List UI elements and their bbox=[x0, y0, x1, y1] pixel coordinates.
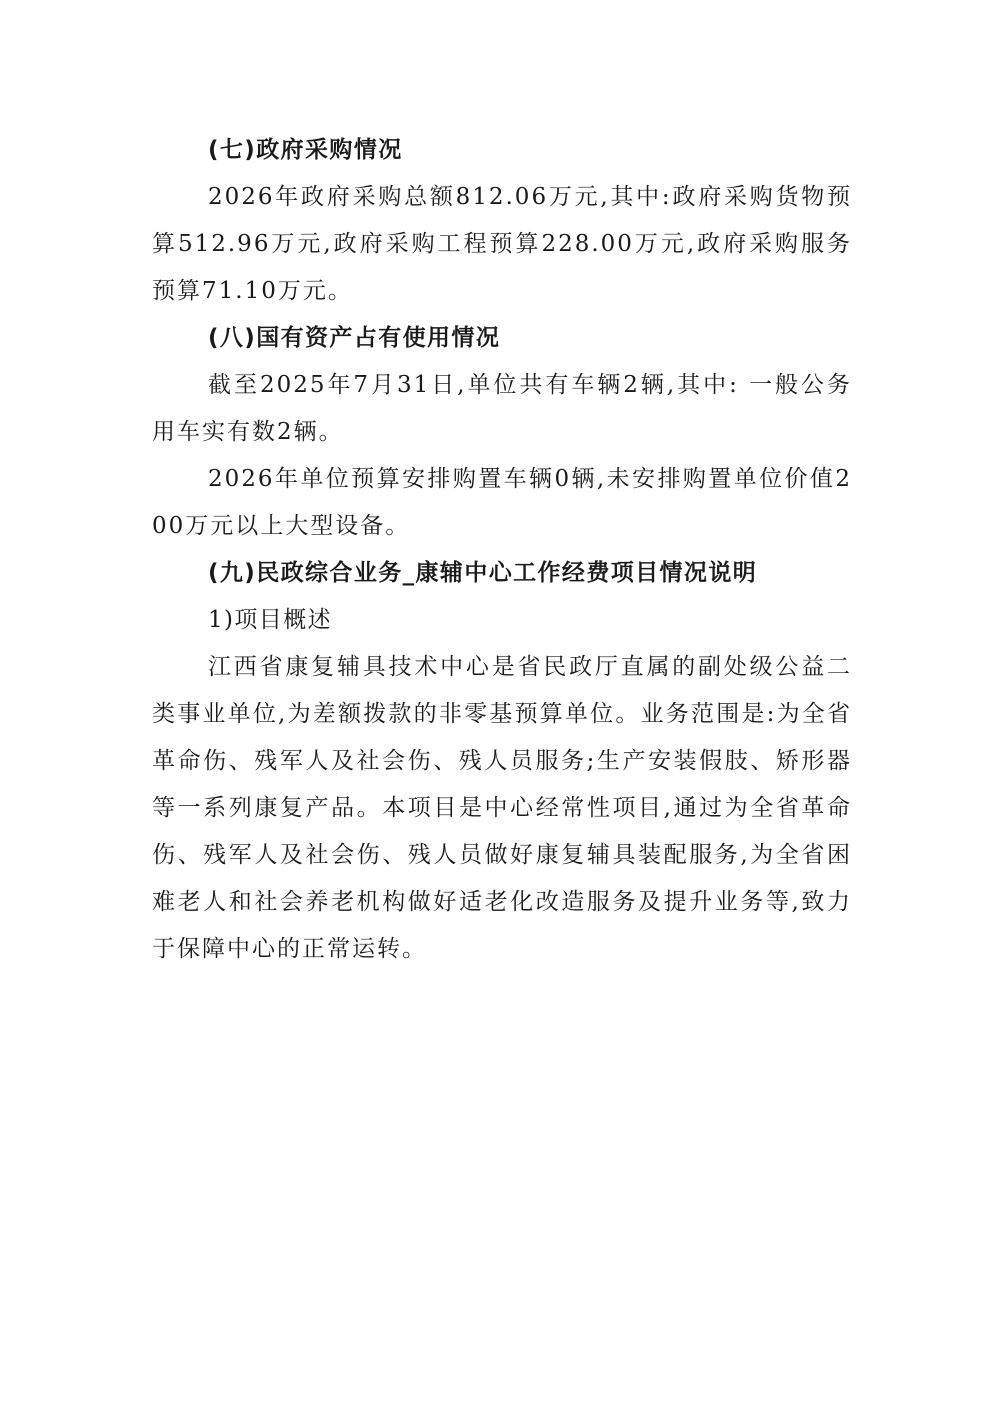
vehicles-paragraph: 截至2025年7月31日,单位共有车辆2辆,其中: 一般公务用车实有数2辆。 bbox=[152, 372, 852, 445]
section-heading-state-assets: (八)国有资产占有使用情况 bbox=[208, 325, 501, 351]
section-heading-government-procurement: (七)政府采购情况 bbox=[208, 137, 403, 163]
purchase-plan-paragraph: 2026年单位预算安排购置车辆0辆,未安排购置单位价值200万元以上大型设备。 bbox=[152, 466, 852, 539]
procurement-paragraph: 2026年政府采购总额812.06万元,其中:政府采购货物预算512.96万元,政府采购工程预算228.00万元,政府采购服务预算71.10万元。 bbox=[152, 184, 852, 304]
document-body bbox=[152, 127, 852, 973]
project-overview-subheading: 1)项目概述 bbox=[208, 607, 333, 633]
project-overview-paragraph: 江西省康复辅具技术中心是省民政厅直属的副处级公益二类事业单位,为差额拨款的非零基预算单位。业务范围是:为全省革命伤、残军人及社会伤、残人员服务;生产安装假肢、矫形器等一系列康复产品。本项目是中心经常性项目,通过为全省革命伤、残军人及社会伤、残人员做好康复辅具装配服务,为全省困难老人和社会养老机构做好适老化改造服务及提升业务等,致力于保障中心的正常运转。 bbox=[152, 654, 852, 962]
section-heading-project-description: (九)民政综合业务_康辅中心工作经费项目情况说明 bbox=[208, 560, 758, 586]
